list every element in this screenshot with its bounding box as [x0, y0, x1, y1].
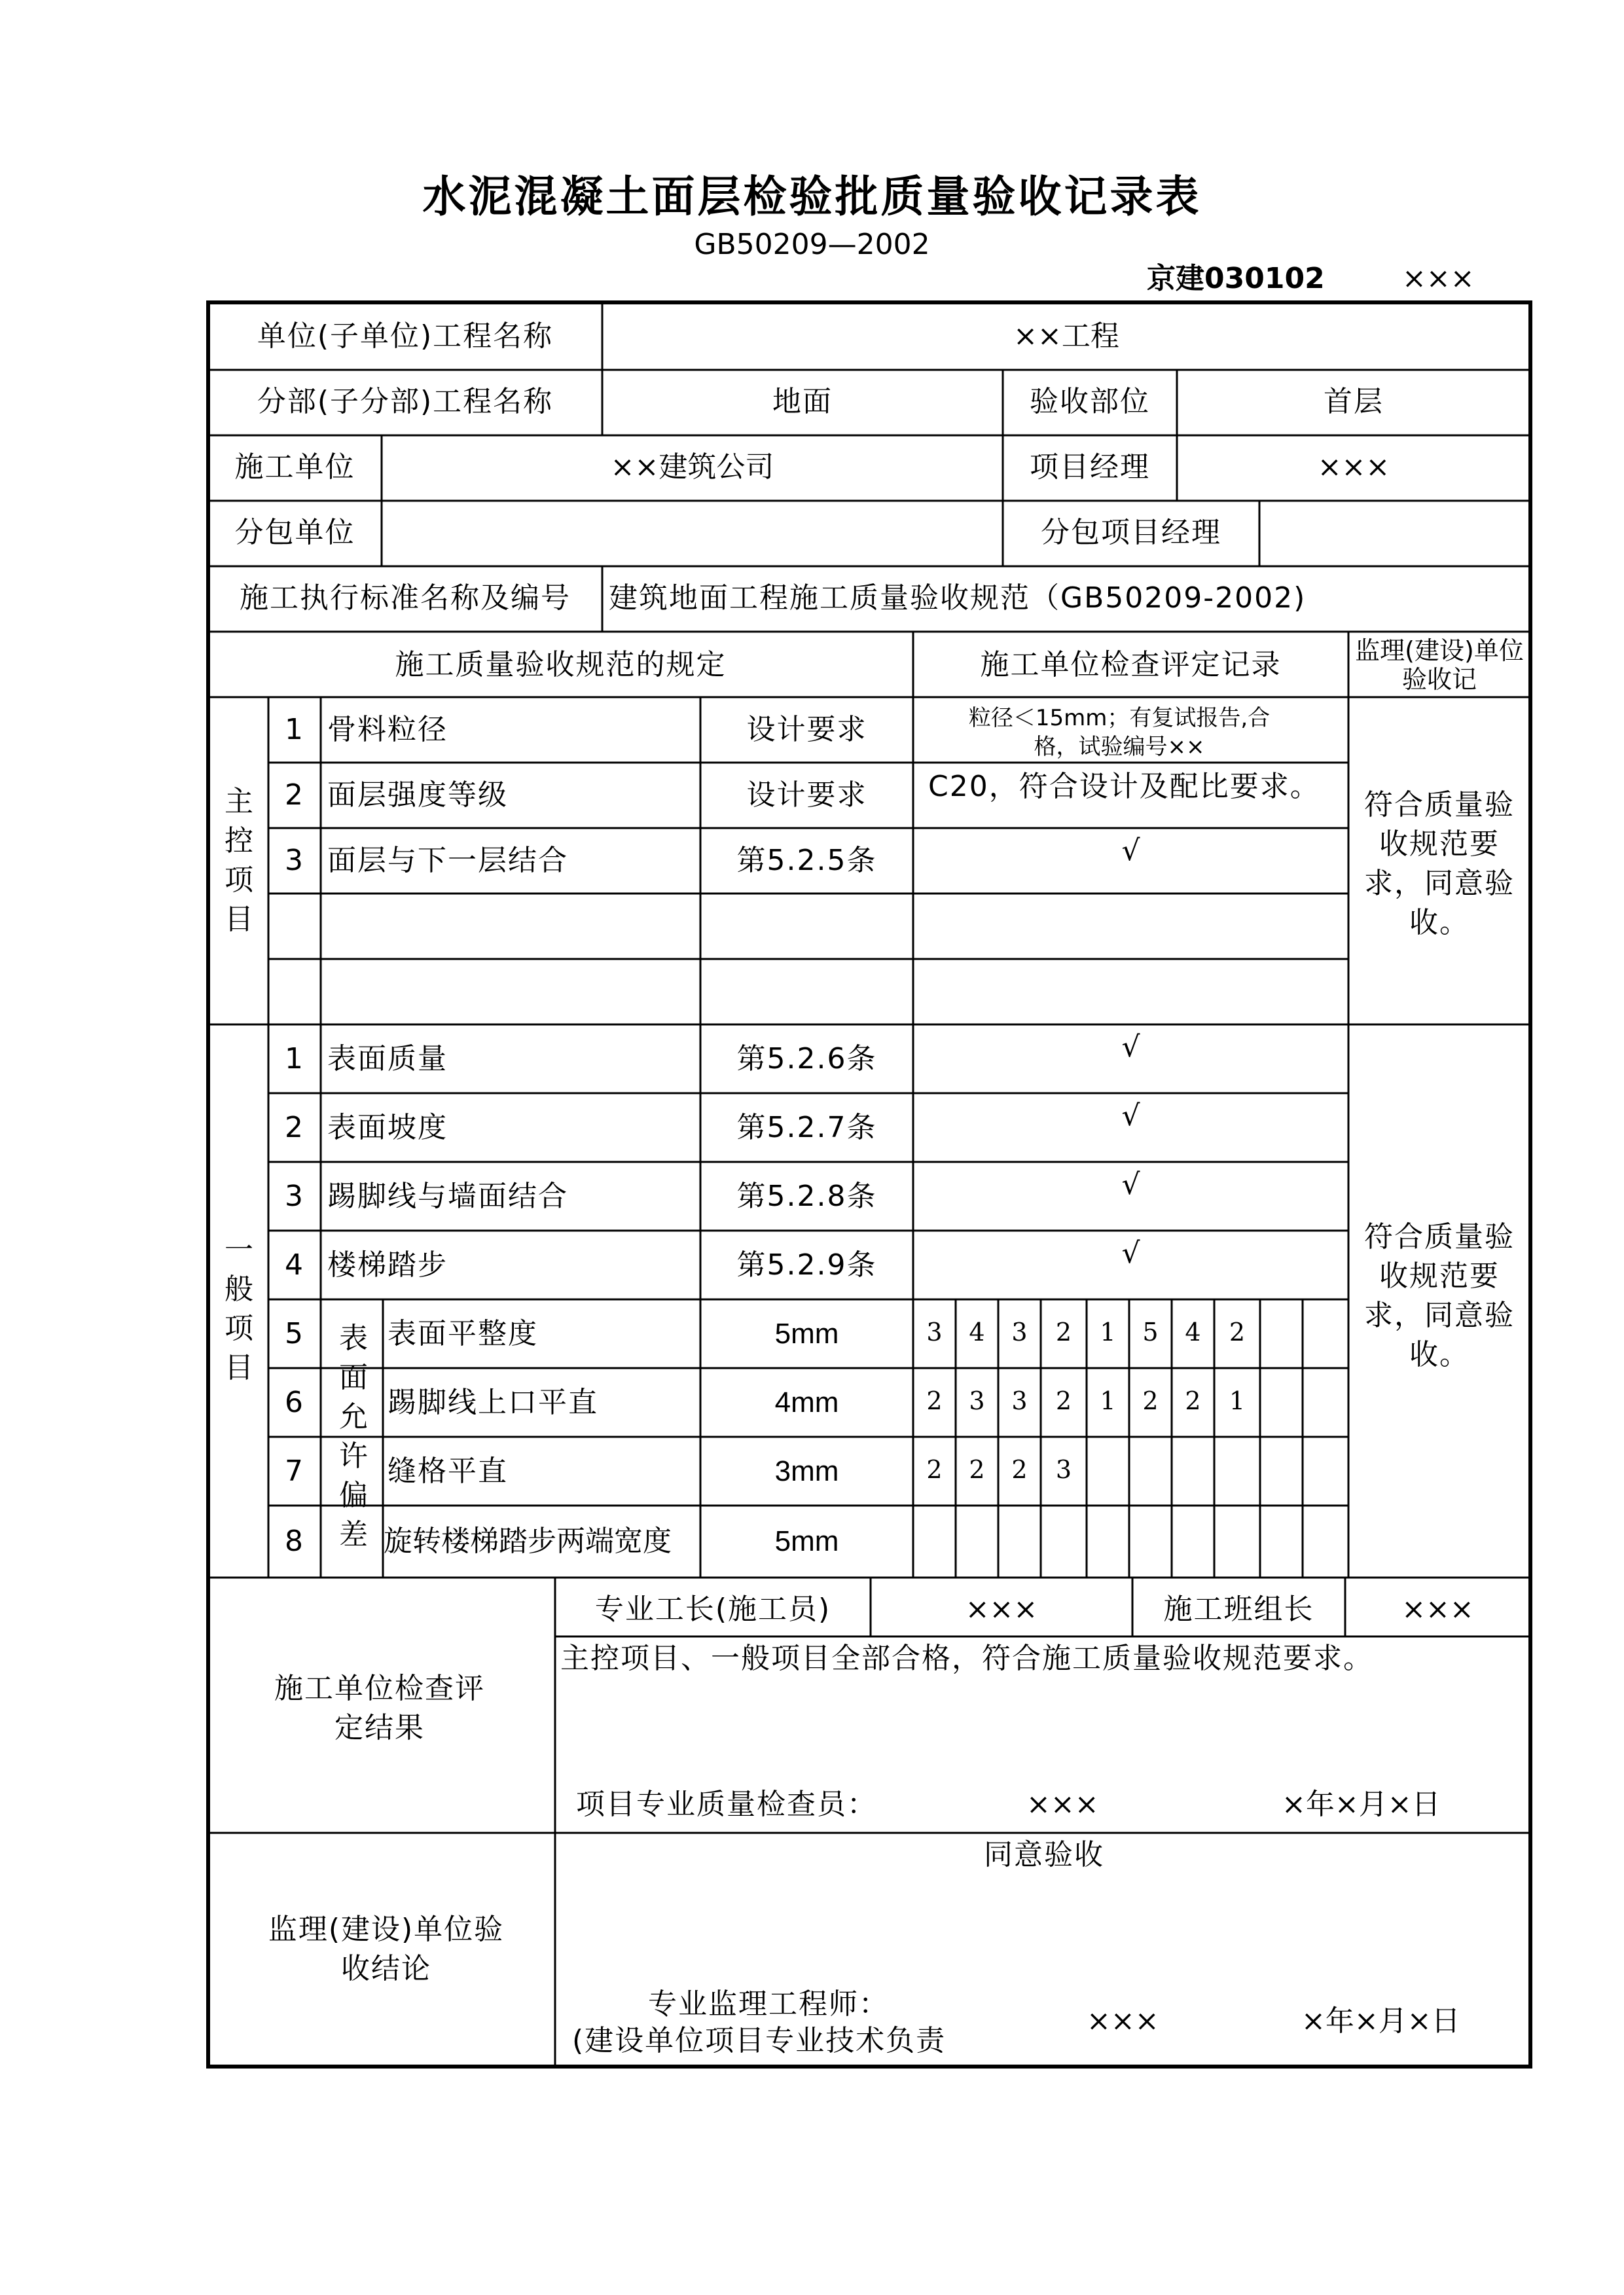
general-row-no: 4 — [285, 1248, 304, 1282]
contractor-date: ×年×月×日 — [1282, 1788, 1441, 1821]
subcontractor-label: 分包单位 — [234, 516, 355, 549]
form-code: 京建030102 — [1147, 262, 1325, 295]
general-row-req: 第5.2.8条 — [736, 1180, 877, 1213]
main-row-name: 面层强度等级 — [327, 778, 508, 812]
measure-cell: 2 — [1011, 1455, 1028, 1484]
measure-cell: 2 — [969, 1455, 985, 1484]
measure-cell: 1 — [1229, 1386, 1246, 1415]
general-group-label: 一般项目 — [225, 1233, 253, 1384]
deviation-row-req: 4mm — [774, 1386, 839, 1419]
general-row-req: 第5.2.7条 — [736, 1111, 877, 1144]
exec-standard-label: 施工执行标准名称及编号 — [240, 581, 571, 615]
general-row-record: √ — [1121, 1099, 1140, 1132]
deviation-row-no: 7 — [285, 1455, 304, 1488]
measure-cell: 1 — [1100, 1386, 1116, 1415]
deviation-row-name: 表面平整度 — [388, 1317, 538, 1350]
part-label: 验收部位 — [1030, 385, 1150, 418]
general-row-name: 踢脚线与墙面结合 — [327, 1180, 568, 1213]
deviation-row-name: 踢脚线上口平直 — [388, 1386, 598, 1419]
general-row-name: 楼梯踏步 — [327, 1248, 448, 1282]
main-row-record: √ — [1121, 834, 1140, 867]
unit-value: ××工程 — [1013, 319, 1119, 353]
general-row-record: √ — [1121, 1030, 1140, 1064]
part-value: 首层 — [1324, 385, 1384, 418]
deviation-row-req: 5mm — [774, 1318, 839, 1350]
standard-number: GB50209—2002 — [694, 228, 930, 261]
deviation-row-req: 5mm — [774, 1525, 839, 1557]
deviation-row-name: 旋转楼梯踏步两端宽度 — [384, 1525, 672, 1558]
deviation-row-req: 3mm — [774, 1455, 839, 1487]
engineer-sub: (建设单位项目专业技术负责 — [572, 2024, 947, 2057]
team-leader-label: 施工班组长 — [1163, 1593, 1314, 1626]
main-conclusion: 符合质量验收规范要求，同意验收。 — [1364, 788, 1515, 939]
main-row-record: 粒径＜15mm；有复试报告,合格，试验编号×× — [968, 705, 1271, 760]
supervision-result-text: 同意验收 — [984, 1838, 1104, 1871]
page-title: 水泥混凝土面层检验批质量验收记录表 — [422, 172, 1202, 222]
general-row-req: 第5.2.6条 — [736, 1042, 877, 1075]
engineer-label: 专业监理工程师： — [648, 1987, 889, 2021]
contractor-label: 施工单位 — [234, 450, 355, 484]
inspector-value: ××× — [1026, 1788, 1099, 1821]
contractor-result-text: 主控项目、一般项目全部合格，符合施工质量验收规范要求。 — [560, 1642, 1373, 1675]
foreman-label: 专业工长(施工员) — [594, 1593, 831, 1626]
main-row-no: 2 — [285, 778, 304, 812]
measure-cell: 2 — [1055, 1318, 1072, 1346]
measure-cell: 4 — [1185, 1318, 1201, 1346]
general-row-no: 3 — [285, 1180, 304, 1213]
inspector-label: 项目专业质量检查员： — [576, 1788, 877, 1821]
sub-pm-label: 分包项目经理 — [1041, 516, 1221, 549]
measure-cell: 3 — [926, 1318, 943, 1346]
measure-cell: 2 — [1142, 1386, 1159, 1415]
deviation-row-no: 5 — [285, 1317, 304, 1350]
general-row-record: √ — [1121, 1168, 1140, 1201]
subdivision-label: 分部(子分部)工程名称 — [257, 385, 554, 418]
general-row-no: 1 — [285, 1042, 304, 1075]
general-row-record: √ — [1121, 1237, 1140, 1270]
check-header: 施工单位检查评定记录 — [980, 648, 1282, 681]
general-row-req: 第5.2.9条 — [736, 1248, 877, 1282]
measure-cell: 2 — [1185, 1386, 1201, 1415]
main-row-record: C20，符合设计及配比要求。 — [928, 770, 1320, 803]
measure-cell: 3 — [1011, 1386, 1028, 1415]
general-conclusion: 符合质量验收规范要求，同意验收。 — [1364, 1220, 1515, 1371]
measure-cell: 5 — [1142, 1318, 1159, 1346]
measure-cell: 3 — [1055, 1455, 1072, 1484]
contractor-result-label: 施工单位检查评定结果 — [274, 1672, 485, 1744]
deviation-group-label: 表面允许偏差 — [339, 1322, 368, 1551]
main-row-name: 骨料粒径 — [327, 713, 448, 746]
main-row-req: 第5.2.5条 — [736, 844, 877, 877]
measure-cell: 1 — [1100, 1318, 1116, 1346]
spec-header: 施工质量验收规范的规定 — [395, 648, 727, 681]
form-serial: ××× — [1402, 262, 1475, 295]
general-row-no: 2 — [285, 1111, 304, 1144]
deviation-row-no: 8 — [285, 1525, 304, 1558]
supervision-result-label: 监理(建设)单位验收结论 — [268, 1913, 505, 1985]
main-row-req: 设计要求 — [746, 713, 867, 746]
measure-cell: 2 — [1229, 1318, 1246, 1346]
foreman-value: ××× — [965, 1593, 1038, 1626]
main-group-label: 主控项目 — [225, 785, 253, 936]
main-row-req: 设计要求 — [746, 778, 867, 812]
contractor-value: ××建筑公司 — [610, 450, 774, 484]
supervision-date: ×年×月×日 — [1301, 2004, 1460, 2038]
supervision-header: 监理(建设)单位验收记 — [1355, 636, 1524, 694]
measure-cell: 3 — [1011, 1318, 1028, 1346]
measure-cell: 2 — [926, 1455, 943, 1484]
deviation-row-no: 6 — [285, 1386, 304, 1419]
general-row-name: 表面质量 — [327, 1042, 448, 1075]
general-row-name: 表面坡度 — [327, 1111, 448, 1144]
team-leader-value: ××× — [1401, 1593, 1474, 1626]
main-row-no: 1 — [285, 713, 304, 746]
subdivision-value: 地面 — [772, 385, 833, 418]
project-manager-value: ××× — [1317, 450, 1390, 484]
main-row-no: 3 — [285, 844, 304, 877]
project-manager-label: 项目经理 — [1030, 450, 1150, 484]
main-row-name: 面层与下一层结合 — [327, 844, 568, 877]
measure-cell: 4 — [969, 1318, 985, 1346]
unit-label: 单位(子单位)工程名称 — [257, 319, 554, 353]
engineer-value: ××× — [1087, 2004, 1159, 2038]
measure-cell: 2 — [1055, 1386, 1072, 1415]
exec-standard-value: 建筑地面工程施工质量验收规范（GB50209-2002) — [609, 581, 1307, 615]
measure-cell: 3 — [969, 1386, 985, 1415]
measure-cell: 2 — [926, 1386, 943, 1415]
deviation-row-name: 缝格平直 — [388, 1455, 508, 1488]
